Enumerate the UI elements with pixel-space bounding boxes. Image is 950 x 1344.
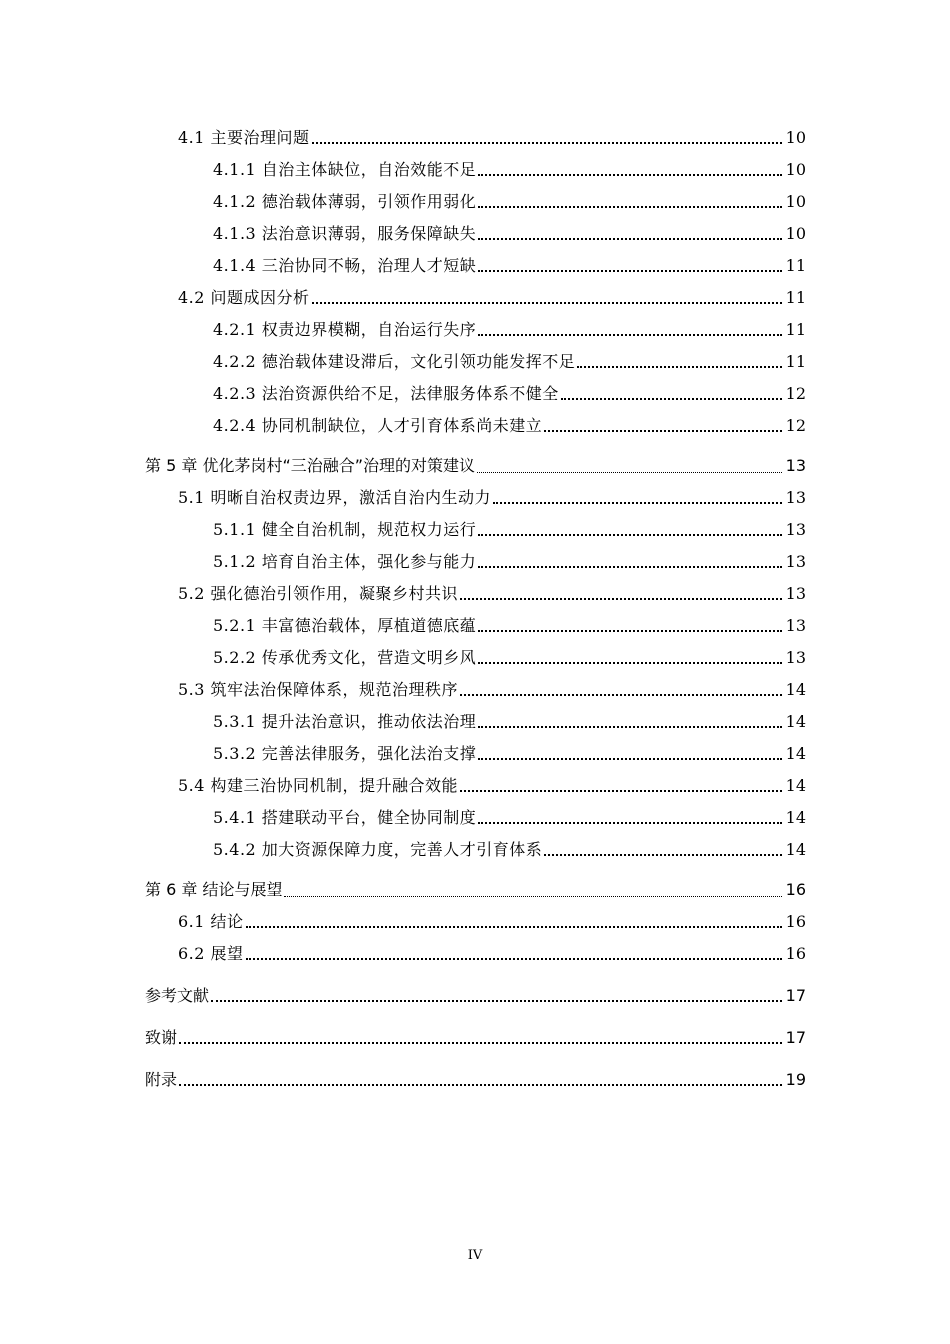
toc-entry-page: 12 — [785, 416, 806, 435]
toc-entry[interactable] — [178, 574, 806, 604]
toc-entry-label: 5.4.1 搭建联动平台，健全协同制度 — [213, 808, 477, 827]
toc-entry-label: 4.1 主要治理问题 — [178, 128, 310, 147]
dot-leader — [477, 471, 782, 473]
dot-leader — [478, 533, 781, 536]
toc-entry-label: 第 6 章 结论与展望 — [145, 880, 283, 899]
toc-entry[interactable] — [213, 798, 806, 828]
toc-entry-label: 5.1.1 健全自治机制，规范权力运行 — [213, 520, 477, 539]
dot-leader — [179, 1041, 782, 1044]
toc-entry[interactable] — [213, 374, 806, 404]
dot-leader — [179, 1083, 782, 1086]
dot-leader — [312, 141, 782, 144]
dot-leader — [284, 895, 781, 897]
toc-entry-label: 5.2 强化德治引领作用，凝聚乡村共识 — [178, 584, 459, 603]
toc-entry-page: 13 — [785, 488, 806, 507]
toc-entry-page: 13 — [785, 616, 806, 635]
toc-entry[interactable] — [145, 870, 806, 900]
toc-entry[interactable] — [213, 830, 806, 860]
toc-entry[interactable] — [178, 478, 806, 508]
toc-entry-page: 11 — [785, 256, 806, 275]
dot-leader — [478, 205, 781, 208]
dot-leader — [460, 693, 782, 696]
toc-entry[interactable] — [213, 638, 806, 668]
toc-entry-page: 12 — [785, 384, 806, 403]
dot-leader — [478, 173, 781, 176]
toc-entry-label: 6.2 展望 — [178, 944, 244, 963]
toc-entry-page: 13 — [785, 552, 806, 571]
dot-leader — [460, 789, 782, 792]
toc-entry[interactable] — [178, 766, 806, 796]
dot-leader — [478, 269, 781, 272]
toc-entry[interactable] — [213, 734, 806, 764]
toc-entry-label: 6.1 结论 — [178, 912, 244, 931]
toc-entry-page: 14 — [785, 808, 806, 827]
toc-entry-page: 17 — [785, 986, 806, 1005]
toc-entry[interactable] — [213, 510, 806, 540]
dot-leader — [561, 397, 782, 400]
dot-leader — [478, 565, 781, 568]
toc-entry-label: 附录 — [145, 1070, 178, 1089]
toc-entry[interactable] — [213, 246, 806, 276]
toc-entry-label: 致谢 — [145, 1028, 178, 1047]
toc-entry-label: 5.4 构建三治协同机制，提升融合效能 — [178, 776, 459, 795]
toc-entry-page: 11 — [785, 288, 806, 307]
toc-entry-page: 14 — [785, 776, 806, 795]
toc-entry-label: 4.1.2 德治载体薄弱，引领作用弱化 — [213, 192, 477, 211]
dot-leader — [246, 925, 782, 928]
toc-entry-page: 10 — [785, 128, 806, 147]
toc-entry-label: 5.2.1 丰富德治载体，厚植道德底蕴 — [213, 616, 477, 635]
toc-entry-label: 4.2 问题成因分析 — [178, 288, 310, 307]
toc-entry-label: 5.2.2 传承优秀文化，营造文明乡风 — [213, 648, 477, 667]
toc-entry-label: 5.1.2 培育自治主体，强化参与能力 — [213, 552, 477, 571]
toc-entry[interactable] — [145, 1060, 806, 1090]
toc-entry[interactable] — [213, 310, 806, 340]
dot-leader — [246, 957, 782, 960]
toc-entry[interactable] — [178, 670, 806, 700]
toc-entry-page: 13 — [785, 456, 806, 475]
toc-entry-page: 14 — [785, 744, 806, 763]
toc-entry-label: 5.3 筑牢法治保障体系，规范治理秩序 — [178, 680, 459, 699]
toc-entry[interactable] — [145, 446, 806, 476]
toc-entry-label: 5.3.2 完善法律服务，强化法治支撑 — [213, 744, 477, 763]
toc-entry-label: 4.1.4 三治协同不畅，治理人才短缺 — [213, 256, 477, 275]
toc-entry-page: 14 — [785, 680, 806, 699]
toc-entry[interactable] — [213, 406, 806, 436]
dot-leader — [478, 821, 781, 824]
dot-leader — [478, 629, 781, 632]
toc-entry-page: 16 — [785, 912, 806, 931]
toc-entry-page: 19 — [785, 1070, 806, 1089]
toc-entry-page: 10 — [785, 192, 806, 211]
toc-entry-label: 参考文献 — [145, 986, 210, 1005]
toc-entry[interactable] — [178, 118, 806, 148]
dot-leader — [478, 661, 781, 664]
toc-entry[interactable] — [145, 1018, 806, 1048]
toc-entry[interactable] — [213, 542, 806, 572]
toc-entry-page: 10 — [785, 224, 806, 243]
toc-entry[interactable] — [213, 606, 806, 636]
toc-entry-page: 17 — [785, 1028, 806, 1047]
toc-entry-label: 4.2.2 德治载体建设滞后，文化引领功能发挥不足 — [213, 352, 576, 371]
dot-leader — [211, 999, 782, 1002]
toc-entry-page: 11 — [785, 320, 806, 339]
toc-entry[interactable] — [145, 976, 806, 1006]
toc-entry-label: 4.2.1 权责边界模糊，自治运行失序 — [213, 320, 477, 339]
toc-entry-label: 4.2.3 法治资源供给不足，法律服务体系不健全 — [213, 384, 559, 403]
toc-entry-page: 16 — [785, 880, 806, 899]
toc-entry-label: 4.2.4 协同机制缺位，人才引育体系尚未建立 — [213, 416, 543, 435]
toc-entry-label: 4.1.1 自治主体缺位，自治效能不足 — [213, 160, 477, 179]
dot-leader — [478, 237, 781, 240]
dot-leader — [478, 757, 781, 760]
toc-entry-page: 13 — [785, 520, 806, 539]
toc-entry[interactable] — [178, 902, 806, 932]
dot-leader — [460, 597, 782, 600]
toc-entry-label: 4.1.3 法治意识薄弱，服务保障缺失 — [213, 224, 477, 243]
toc-entry-page: 11 — [785, 352, 806, 371]
toc-entry-label: 5.1 明晰自治权责边界，激活自治内生动力 — [178, 488, 492, 507]
dot-leader — [493, 501, 782, 504]
toc-entry[interactable] — [213, 150, 806, 180]
page-number-footer: IV — [467, 1248, 483, 1263]
toc-entry[interactable] — [213, 182, 806, 212]
toc-entry-page: 10 — [785, 160, 806, 179]
dot-leader — [478, 333, 781, 336]
dot-leader — [577, 365, 781, 368]
toc-entry[interactable] — [178, 278, 806, 308]
toc-entry-page: 13 — [785, 648, 806, 667]
toc-entry[interactable] — [213, 214, 806, 244]
toc-entry-label: 5.4.2 加大资源保障力度，完善人才引育体系 — [213, 840, 543, 859]
dot-leader — [312, 301, 782, 304]
toc-entry-label: 5.3.1 提升法治意识，推动依法治理 — [213, 712, 477, 731]
dot-leader — [544, 853, 781, 856]
toc-entry-label: 第 5 章 优化茅岗村“三治融合”治理的对策建议 — [145, 456, 476, 475]
dot-leader — [478, 725, 781, 728]
toc-entry[interactable] — [213, 702, 806, 732]
toc-entry[interactable] — [213, 342, 806, 372]
toc-entry-page: 13 — [785, 584, 806, 603]
toc-entry-page: 14 — [785, 712, 806, 731]
toc-entry[interactable] — [178, 934, 806, 964]
toc-entry-page: 16 — [785, 944, 806, 963]
toc-entry-page: 14 — [785, 840, 806, 859]
dot-leader — [544, 429, 781, 432]
